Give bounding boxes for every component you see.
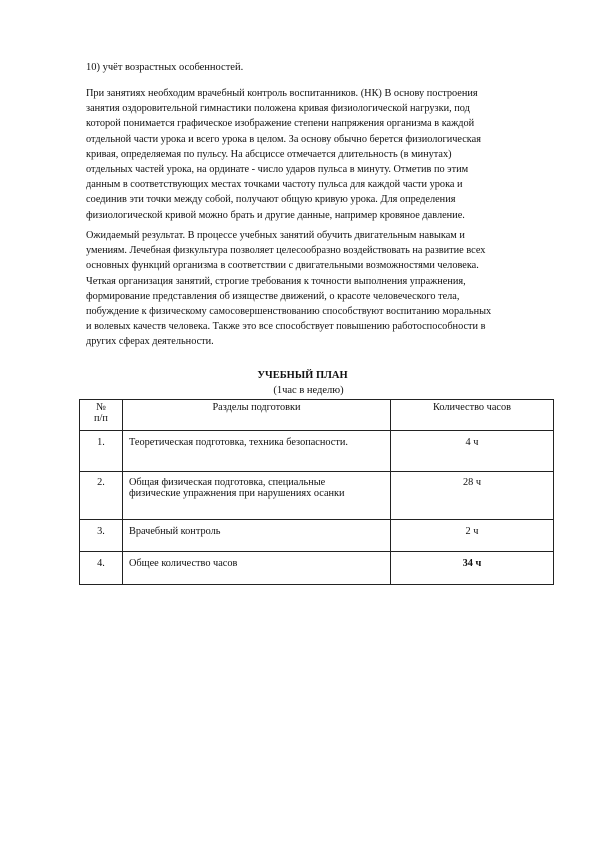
table-row xyxy=(80,472,554,520)
paragraph-line: Ожидаемый результат. В процессе учебных занятий обучить двигательным навыкам и xyxy=(86,230,465,241)
paragraph-line: других сферах деятельности. xyxy=(86,336,214,348)
paragraph-line: данным в соответствующих местах точками частоту пульса для каждой части урока и xyxy=(86,179,463,191)
row-section xyxy=(123,520,391,552)
paragraph-line: физиологической кривой можно брать и другие данные, например кровяное давление. xyxy=(86,209,465,221)
paragraph-line: основных функций организма в соответствии с двигательными возможностями человека. xyxy=(86,260,479,272)
row-section-line: Врачебный контроль xyxy=(129,526,221,537)
paragraph-line: При занятиях необходим врачебный контроль воспитанников. (НК) В основу построения xyxy=(86,88,478,99)
table-row xyxy=(80,520,554,552)
paragraph-line: и волевых качеств человека. Также это все способствует повышению работоспособности в xyxy=(86,321,486,333)
row-num: 3. xyxy=(80,520,123,552)
paragraph-expected-result xyxy=(86,228,556,350)
row-section-line: Общее количество часов xyxy=(129,558,238,569)
header-num-line2: п/п xyxy=(94,413,108,424)
table-header-row xyxy=(80,400,554,431)
paragraph-medical-control xyxy=(86,86,556,223)
paragraph-line: отдельной части урока и всего урока в целом. За основу обычно берется физиологическая xyxy=(86,133,481,145)
header-num-line1: № xyxy=(96,402,106,413)
paragraph-line: умениям. Лечебная физкультура позволяет целесообразно воздействовать на развитие всех xyxy=(86,245,486,257)
row-hours: 28 ч xyxy=(391,472,554,520)
row-section xyxy=(123,552,391,585)
study-plan-table xyxy=(79,399,554,585)
row-section-line: Теоретическая подготовка, техника безопасности. xyxy=(129,437,348,448)
table-row xyxy=(80,552,554,585)
header-num xyxy=(80,400,123,431)
row-num: 4. xyxy=(80,552,123,585)
row-section-line: физические упражнения при нарушениях осанки xyxy=(129,488,345,499)
paragraph-line: кривая, определяемая по пульсу. На абсциссе отмечается длительность (в минутах) xyxy=(86,148,452,160)
table-row xyxy=(80,431,554,472)
row-section-line: Общая физическая подготовка, специальные xyxy=(129,477,326,488)
row-num: 1. xyxy=(80,431,123,472)
row-hours: 4 ч xyxy=(391,431,554,472)
list-item-10: 10) учёт возрастных особенностей. xyxy=(86,62,244,73)
row-hours-total: 34 ч xyxy=(391,552,554,585)
row-section xyxy=(123,472,391,520)
paragraph-line: отдельных частей урока, на ординате - число ударов пульса в минуту. Отметив по этим xyxy=(86,164,469,176)
paragraph-line: соединив эти точки между собой, получают общую кривую урока. Для определения xyxy=(86,194,456,206)
row-num: 2. xyxy=(80,472,123,520)
row-section xyxy=(123,431,391,472)
paragraph-line: занятия оздоровительной гимнастики положена кривая физиологической нагрузки, под xyxy=(86,103,470,115)
header-hours: Количество часов xyxy=(391,400,554,431)
paragraph-line: Четкая организация занятий, строгие требования к точности выполнения упражнения, xyxy=(86,275,466,287)
row-hours: 2 ч xyxy=(391,520,554,552)
header-section: Разделы подготовки xyxy=(123,400,391,431)
paragraph-line: побуждение к физическому самосовершенствованию способствуют воспитанию моральных xyxy=(86,306,492,318)
paragraph-line: формирование представления об изяществе движений, о красоте человеческого тела, xyxy=(86,290,460,302)
plan-title: УЧЕБНЫЙ ПЛАН xyxy=(257,370,348,381)
plan-subtitle: (1час в неделю) xyxy=(273,385,344,396)
paragraph-line: которой понимается графическое изображение степени напряжения организма в каждой xyxy=(86,118,475,130)
